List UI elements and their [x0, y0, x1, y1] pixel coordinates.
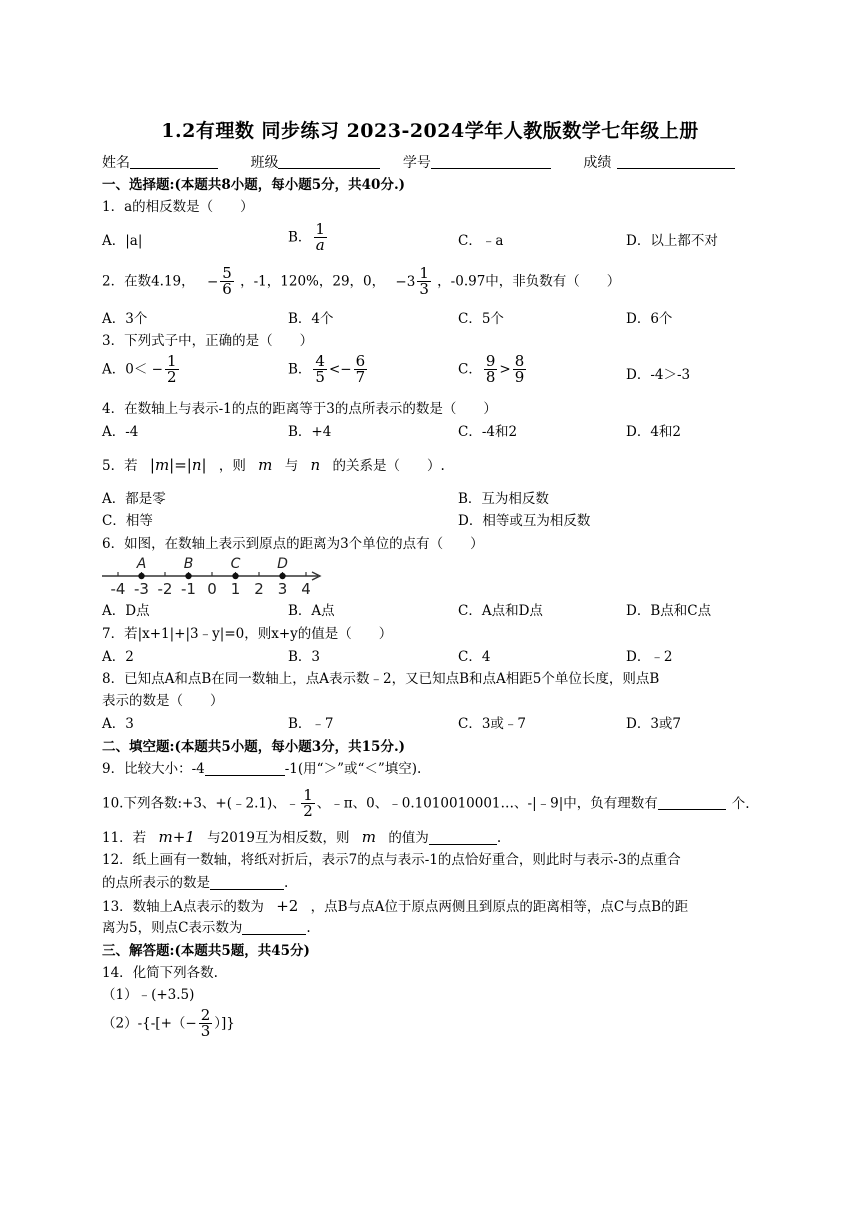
q9-stem: 9．比较大小：-4 -1(用“＞”或“＜”填空). [102, 761, 422, 777]
tick-label: -1 [181, 580, 196, 598]
number-line-figure [100, 554, 326, 598]
q2-option-d: D．6个 [626, 311, 673, 327]
q8-option-c: C．3或﹣7 [458, 716, 527, 732]
q8-option-d: D．3或7 [626, 716, 682, 732]
q3-option-a: A．0＜ − $\frac{1}{2}$ [102, 352, 177, 386]
page-title: 1.2有理数 同步练习 2023-2024学年人教版数学七年级上册 [161, 120, 699, 142]
q2-option-c: C．5个 [458, 311, 504, 327]
q6-stem: 6．如图，在数轴上表示到原点的距离为3个单位的点有（ ） [102, 536, 484, 552]
q2-option-b: B．4个 [288, 311, 334, 327]
q10-stem: 10.下列各数:+3、+(﹣2.1)、﹣ $\frac{1}{2}$ 、﹣π、0、﹣0.1010010001…、-|﹣9|中，负有理数有 个. [102, 786, 750, 820]
tick-label: 2 [254, 580, 264, 598]
tick-label: 1 [230, 580, 241, 598]
q7-stem: 7．若|x+1|+|3﹣y|=0，则x+y的值是（ ） [102, 626, 393, 642]
q14-sub1: （1）﹣(+3.5) [102, 987, 195, 1003]
score-blank [617, 153, 735, 169]
q5-stem: 5．若 |m|=|n| ，则 m 与 n 的关系是（ ）. [102, 456, 445, 474]
tick-label: 0 [207, 580, 217, 598]
section-answer-heading: 三、解答题:(本题共5题，共45分) [102, 943, 310, 959]
q5-option-c: C．相等 [102, 513, 153, 529]
q6-option-a: A．D点 [102, 603, 150, 619]
q3-option-d: D．-4＞-3 [626, 367, 691, 383]
name-blank [130, 153, 218, 169]
q12-blank[interactable] [210, 875, 284, 890]
number-line-point [138, 573, 144, 579]
id-blank [431, 153, 551, 169]
q1-stem: 1．a的相反数是（ ） [102, 199, 254, 215]
q12-stem-line2: 的点所表示的数是 . [102, 875, 289, 891]
section-choice-heading: 一、选择题:(本题共8小题，每小题5分，共40分.) [102, 177, 406, 193]
q2-stem: 2．在数4.19， − $\frac{5}{6}$ ，-1，120%，29，0， −3 $\frac{1}{3}$ ，-0.97中，非负数有（ ） [102, 264, 621, 298]
q2-option-a: A．3个 [102, 311, 148, 327]
q6-option-c: C．A点和D点 [458, 603, 543, 619]
q8-option-a: A．3 [102, 716, 134, 732]
student-info [102, 152, 762, 172]
q7-option-a: A．2 [102, 649, 134, 665]
q3-option-c: C． $\frac{9}{8}$ > $\frac{8}{9}$ [458, 352, 525, 386]
name-label: 姓名 [102, 155, 130, 171]
number-line-point [279, 573, 285, 579]
section-fill-heading: 二、填空题:(本题共5小题，每小题3分，共15分.) [102, 739, 406, 755]
point-label: B [183, 556, 194, 572]
class-blank [278, 153, 380, 169]
number-line-point [232, 573, 238, 579]
tick-label: -2 [157, 580, 173, 598]
q4-option-d: D．4和2 [626, 424, 682, 440]
q8-option-b: B．﹣7 [288, 716, 334, 732]
q13-blank[interactable] [242, 920, 306, 935]
point-label: C [230, 556, 241, 572]
q14-sub2: （2）-{-[+（− $\frac{2}{3}$ ）]} [102, 1006, 235, 1040]
q5-option-a: A．都是零 [102, 491, 166, 507]
q6-option-d: D．B点和C点 [626, 603, 712, 619]
q11-stem: 11．若 m+1 与2019互为相反数，则 m 的值为 . [102, 828, 502, 846]
q1-option-a: A．|a| [102, 233, 143, 249]
q1-option-b: B． $\frac{1}{a}$ [288, 220, 325, 254]
q3-stem: 3．下列式子中，正确的是（ ） [102, 333, 314, 349]
number-line-point [185, 573, 191, 579]
q9-blank[interactable] [205, 761, 285, 776]
tick-label: 4 [301, 580, 311, 598]
q7-option-b: B．3 [288, 649, 321, 665]
tick-label: -4 [110, 580, 126, 598]
q6-option-b: B．A点 [288, 603, 335, 619]
q4-option-b: B．+4 [288, 424, 332, 440]
q8-stem-line1: 8．已知点A和点B在同一数轴上，点A表示数﹣2，又已知点B和点A相距5个单位长度，则点B [102, 671, 660, 687]
q7-option-c: C．4 [458, 649, 491, 665]
q12-stem-line1: 12．纸上画有一数轴，将纸对折后，表示7的点与表示-1的点恰好重合，则此时与表示-3的点重合 [102, 852, 681, 868]
q4-option-a: A．-4 [102, 424, 139, 440]
q13-stem-line2: 离为5，则点C表示数为 . [102, 920, 311, 936]
q5-option-d: D．相等或互为相反数 [458, 513, 591, 529]
score-label: 成绩 [583, 155, 612, 171]
q13-stem-line1: 13．数轴上A点表示的数为 +2 ，点B与点A位于原点两侧且到原点的距离相等，点C与点B的距 [102, 897, 689, 915]
id-label: 学号 [402, 155, 431, 171]
q10-blank[interactable] [658, 795, 726, 810]
q8-stem-line2: 表示的数是（ ） [102, 693, 224, 709]
q11-blank[interactable] [429, 830, 497, 845]
class-label: 班级 [250, 155, 279, 171]
q5-option-b: B．互为相反数 [458, 491, 549, 507]
q1-option-c: C．﹣a [458, 233, 504, 249]
q4-stem: 4．在数轴上与表示-1的点的距离等于3的点所表示的数是（ ） [102, 401, 497, 417]
point-label: D [277, 556, 288, 572]
point-label: A [136, 556, 147, 572]
q14-stem: 14．化简下列各数. [102, 965, 218, 981]
tick-label: -3 [134, 580, 149, 598]
q3-option-b: B． $\frac{4}{5}$ <− $\frac{6}{7}$ [288, 352, 366, 386]
q1-option-d: D．以上都不对 [626, 233, 718, 249]
tick-label: 3 [277, 580, 288, 598]
q7-option-d: D．﹣2 [626, 649, 673, 665]
q4-option-c: C．-4和2 [458, 424, 518, 440]
